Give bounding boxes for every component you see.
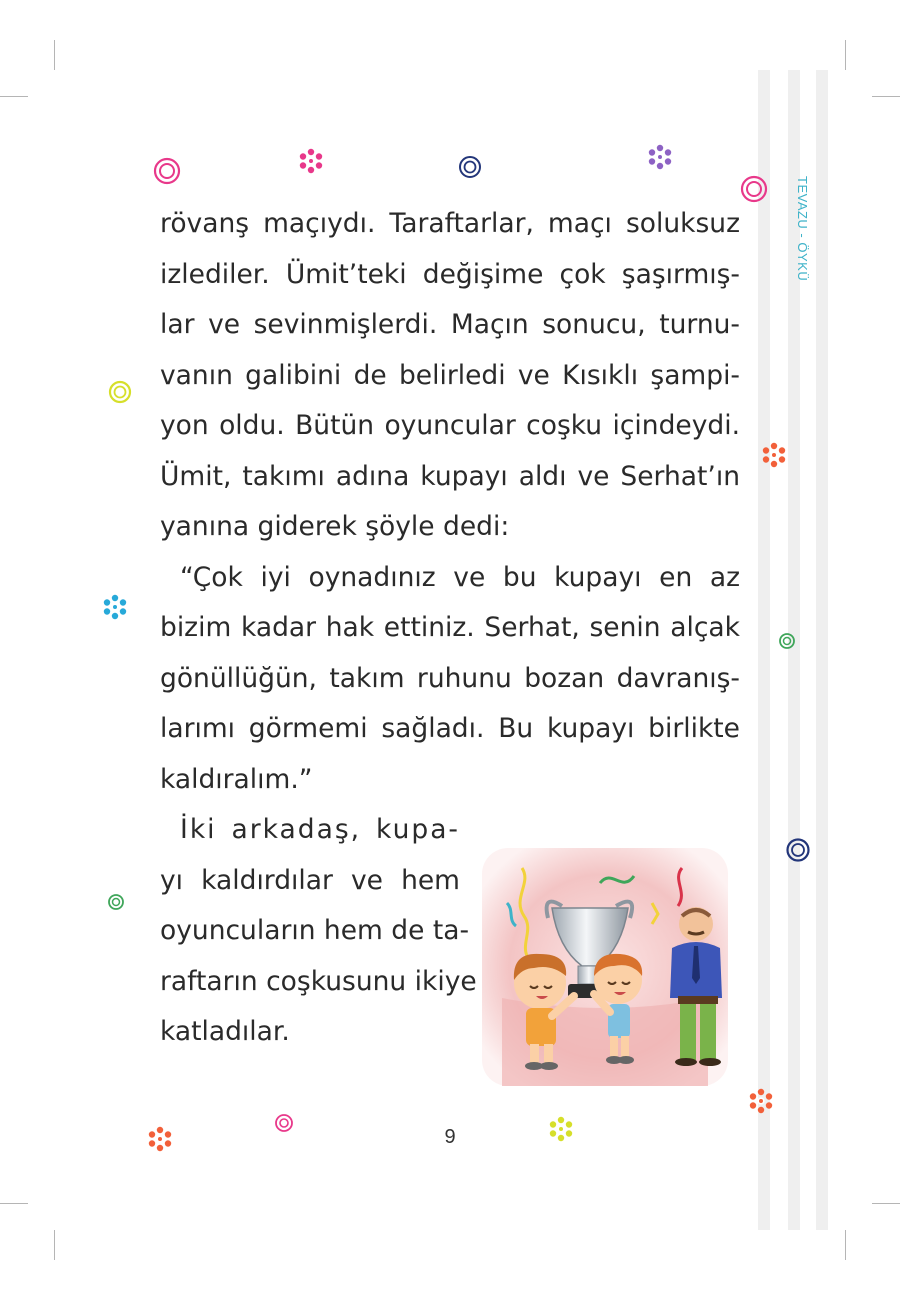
crop-mark-top-left-vertical (54, 40, 55, 70)
text-line: gönüllüğün, takım ruhunu bozan davranış- (160, 662, 740, 694)
side-stripe (758, 70, 770, 1230)
flower-decoration-icon (647, 144, 673, 170)
text-line: “Çok iyi oynadınız ve bu kupayı en az (180, 561, 740, 593)
ring-decoration-icon (107, 893, 125, 911)
trophy-illustration (482, 848, 728, 1086)
text-line: vanın galibini de belirledi ve Kısıklı şampi- (160, 359, 740, 391)
text-line: bizim kadar hak ettiniz. Serhat, senin alçak (160, 612, 740, 643)
page-number: 9 (444, 1126, 456, 1148)
ring-decoration-icon (108, 380, 132, 404)
story-paragraph-2 (160, 805, 477, 1058)
flower-decoration-icon (298, 148, 324, 174)
text-line: kaldıralım.” (160, 763, 313, 795)
text-line: raftarın coşkusunu ikiye (160, 965, 477, 997)
ring-decoration-icon (778, 632, 796, 650)
text-line: larımı görmemi sağladı. Bu kupayı birlikte (160, 713, 740, 744)
text-line: yı kaldırdılar ve hem (160, 864, 460, 896)
text-line: İki arkadaş, kupa- (180, 814, 460, 845)
text-line: izlediler. Ümit’teki değişime çok şaşırmış- (160, 258, 740, 290)
crop-mark-top-right-vertical (845, 40, 846, 70)
crop-mark-bottom-left-horizontal (0, 1203, 28, 1204)
side-stripe-band (758, 70, 830, 1230)
flower-decoration-icon (102, 594, 128, 620)
text-line: katladılar. (160, 1016, 290, 1047)
flower-decoration-icon (761, 442, 787, 468)
text-line: lar ve sevinmişlerdi. Maçın sonucu, turnu- (160, 309, 740, 340)
ring-decoration-icon (152, 156, 182, 186)
crop-mark-bottom-right-vertical (845, 1230, 846, 1260)
text-line: yon oldu. Bütün oyuncular coşku içindeydi. (160, 410, 740, 441)
ring-decoration-icon (458, 155, 482, 179)
crop-mark-bottom-left-vertical (54, 1230, 55, 1260)
crop-mark-bottom-right-horizontal (872, 1203, 900, 1204)
text-line: yanına giderek şöyle dedi: (160, 511, 510, 542)
crop-mark-top-left-horizontal (0, 96, 28, 97)
story-paragraph-1 (160, 199, 740, 805)
side-stripe (816, 70, 828, 1230)
text-line: oyuncuların hem de ta- (160, 915, 470, 946)
flower-decoration-icon (748, 1088, 774, 1114)
crop-mark-top-right-horizontal (872, 96, 900, 97)
side-title: TEVAZU - ÖYKÜ (795, 176, 810, 282)
text-line: rövanş maçıydı. Taraftarlar, maçı soluksuz (160, 208, 740, 239)
ring-decoration-icon (785, 837, 811, 863)
text-line: Ümit, takımı adına kupayı aldı ve Serhat’ın (160, 460, 740, 492)
ring-decoration-icon (739, 174, 769, 204)
